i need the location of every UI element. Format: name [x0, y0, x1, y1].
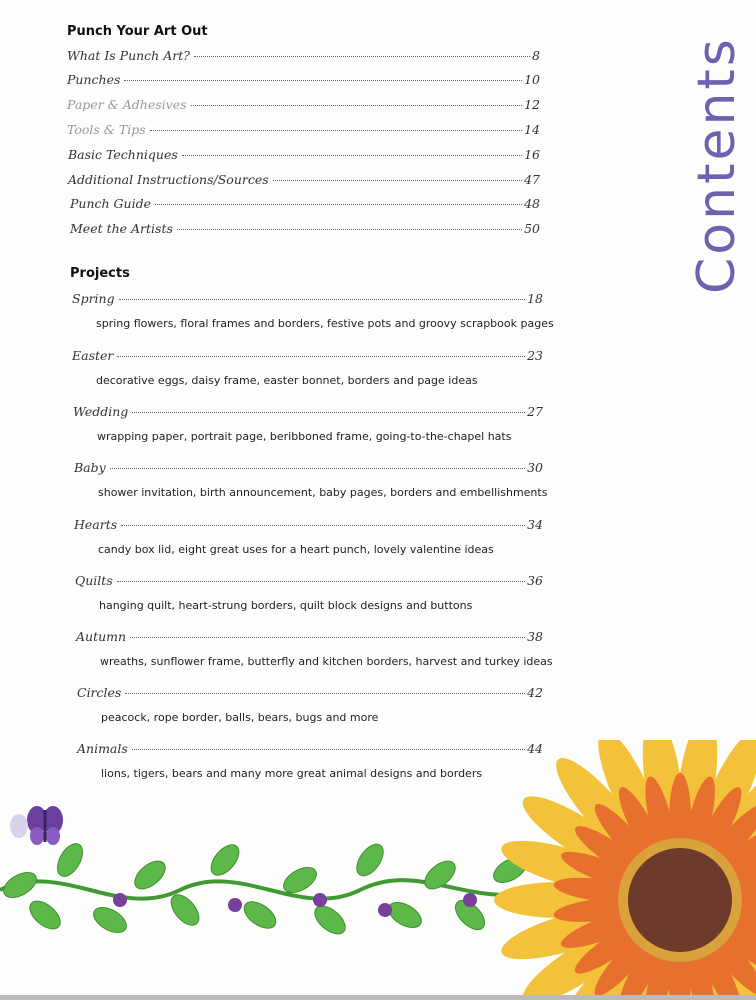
- toc-entry-page: 50: [524, 221, 540, 236]
- project-description: decorative eggs, daisy frame, easter bonnet, borders and page ideas: [96, 374, 478, 387]
- project-description: hanging quilt, heart-strung borders, quilt block designs and buttons: [99, 599, 473, 612]
- project-label: Hearts: [74, 517, 118, 532]
- toc-entry-page: 16: [524, 147, 540, 162]
- toc-leader-dots: [273, 180, 522, 181]
- contents-title-graphic: [686, 22, 746, 302]
- project-label: Quilts: [75, 573, 113, 588]
- toc-entry-page: 10: [524, 72, 540, 87]
- leaf-icon: [310, 901, 350, 939]
- berry-icon: [463, 893, 477, 907]
- toc-entry: [68, 172, 540, 187]
- toc-leader-dots: [125, 693, 525, 694]
- leaf-icon: [25, 896, 65, 934]
- project-entry: [77, 685, 543, 700]
- toc-entry-page: 48: [524, 196, 540, 211]
- toc-entry: [67, 48, 540, 63]
- toc-leader-dots: [177, 229, 522, 230]
- leaf-icon: [166, 890, 204, 930]
- project-description: wrapping paper, portrait page, beribboned frame, going-to-the-chapel hats: [97, 430, 512, 443]
- toc-entry-label: Tools & Tips: [67, 122, 146, 137]
- contents-title: [686, 22, 746, 302]
- decorative-artwork: [0, 740, 756, 1000]
- toc-entry: [70, 221, 540, 236]
- project-page: 23: [527, 348, 543, 363]
- toc-entry-label: Basic Techniques: [68, 147, 178, 162]
- toc-entry-page: 14: [524, 122, 540, 137]
- toc-leader-dots: [110, 468, 525, 469]
- toc-entry: [68, 147, 540, 162]
- section-heading-punch: Punch Your Art Out: [67, 24, 208, 39]
- toc-leader-dots: [117, 356, 525, 357]
- toc-entry-page: 12: [524, 97, 540, 112]
- project-page: 38: [527, 629, 543, 644]
- sunflower-icon: [494, 740, 756, 1000]
- toc-leader-dots: [117, 581, 525, 582]
- berry-icon: [378, 903, 392, 917]
- project-label: Circles: [77, 685, 122, 700]
- project-entry: [75, 573, 543, 588]
- leaf-icon: [52, 839, 87, 880]
- project-description: wreaths, sunflower frame, butterfly and kitchen borders, harvest and turkey ideas: [100, 655, 553, 668]
- toc-entry: [67, 72, 540, 87]
- project-page: 18: [527, 291, 543, 306]
- toc-leader-dots: [130, 637, 525, 638]
- project-page: 36: [527, 573, 543, 588]
- toc-leader-dots: [150, 130, 522, 131]
- project-entry: [72, 348, 543, 363]
- toc-leader-dots: [194, 56, 530, 57]
- project-description: peacock, rope border, balls, bears, bugs and more: [101, 711, 379, 724]
- toc-entry: [67, 122, 540, 137]
- berry-icon: [113, 893, 127, 907]
- section-heading-projects: Projects: [70, 266, 130, 281]
- leaf-icon: [240, 896, 281, 933]
- project-page: 42: [527, 685, 543, 700]
- project-page: 27: [527, 404, 543, 419]
- toc-entry-page: 8: [532, 48, 540, 63]
- leaf-icon: [130, 856, 170, 894]
- project-description: spring flowers, floral frames and borders, festive pots and groovy scrapbook pages: [96, 317, 554, 330]
- project-page: 34: [527, 517, 543, 532]
- toc-entry-label: Punches: [67, 72, 121, 87]
- project-label: Easter: [72, 348, 114, 363]
- toc-entry-label: What Is Punch Art?: [67, 48, 190, 63]
- toc-leader-dots: [191, 105, 523, 106]
- project-description: shower invitation, birth announcement, baby pages, borders and embellishments: [98, 486, 548, 499]
- project-label: Baby: [74, 460, 106, 475]
- toc-entry-label: Punch Guide: [70, 196, 151, 211]
- project-description: lions, tigers, bears and many more great animal designs and borders: [101, 767, 483, 780]
- project-description: candy box lid, eight great uses for a heart punch, lovely valentine ideas: [98, 543, 494, 556]
- project-label: Autumn: [76, 629, 127, 644]
- project-page: 30: [527, 460, 543, 475]
- project-entry: [73, 404, 543, 419]
- leaf-icon: [206, 840, 244, 880]
- project-entry: [76, 629, 543, 644]
- butterfly-icon: [10, 806, 63, 845]
- leaf-icon: [0, 867, 41, 902]
- vine-stem: [0, 880, 540, 899]
- berry-icon: [228, 898, 242, 912]
- project-page: 44: [527, 741, 543, 756]
- leaf-icon: [351, 840, 388, 881]
- toc-entry: [67, 97, 540, 112]
- leaf-icon: [384, 897, 425, 932]
- toc-entry-label: Additional Instructions/Sources: [68, 172, 269, 187]
- toc-leader-dots: [119, 299, 526, 300]
- page-edge: [0, 995, 756, 1000]
- contents-title-text: Contents: [687, 36, 746, 294]
- toc-entry-label: Meet the Artists: [70, 221, 173, 236]
- toc-entry-page: 47: [524, 172, 540, 187]
- toc-entry-label: Paper & Adhesives: [67, 97, 187, 112]
- project-entry: [72, 291, 543, 306]
- toc-entry: [70, 196, 540, 211]
- toc-leader-dots: [155, 204, 522, 205]
- project-label: Animals: [77, 741, 128, 756]
- toc-leader-dots: [132, 412, 525, 413]
- toc-leader-dots: [124, 80, 522, 81]
- toc-leader-dots: [121, 525, 525, 526]
- project-label: Wedding: [73, 404, 129, 419]
- toc-leader-dots: [182, 155, 522, 156]
- project-entry: [74, 517, 543, 532]
- berry-icon: [313, 893, 327, 907]
- project-label: Spring: [72, 291, 115, 306]
- leaf-icon: [89, 902, 130, 937]
- project-entry: [74, 460, 543, 475]
